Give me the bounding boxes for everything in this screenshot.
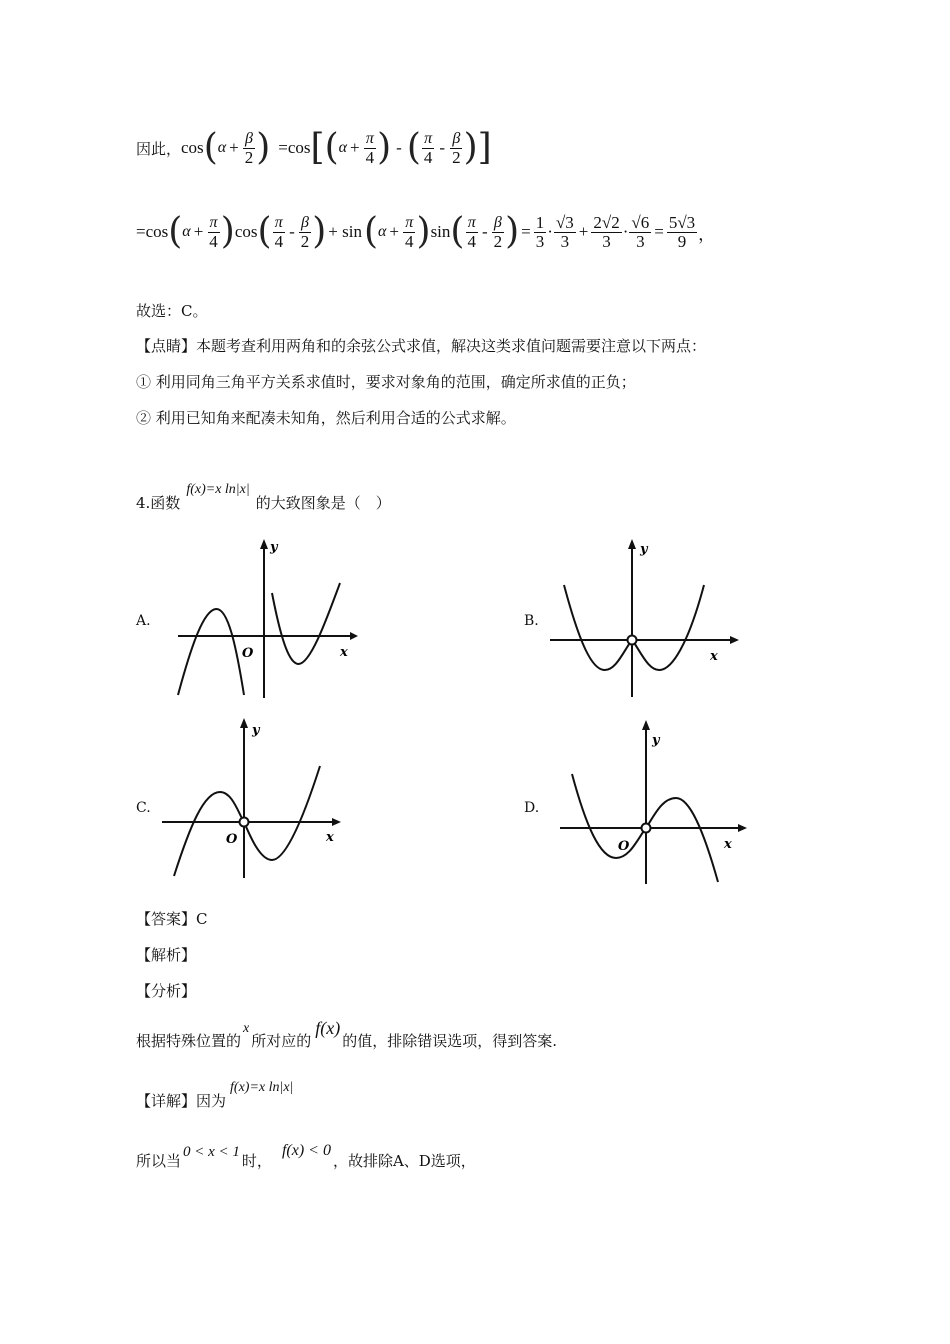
y-axis-label: y (252, 723, 260, 738)
option-d-label: D. (524, 800, 540, 816)
answer-line: 【答案】C (136, 910, 208, 928)
option-a-label: A. (136, 613, 151, 629)
formula-prefix: 因此， (136, 139, 182, 158)
fraction-pi-4: $\frac{\pi}{4}$ (365, 129, 375, 167)
cos-label: cos (181, 138, 204, 157)
detail-line: 【详解】因为 f(x)=x ln|x| (136, 1079, 294, 1110)
y-axis-label: y (652, 733, 660, 748)
option-c-label: C. (136, 800, 151, 816)
x-axis-label: x (710, 649, 718, 664)
graph-option-d[interactable] (558, 716, 758, 886)
exclusion-line: 所以当 0 < x < 1 时， f(x) < 0 ，故排除A、D选项， (136, 1141, 476, 1170)
basis-line: 根据特殊位置的 x 所对应的 f(x) 的值，排除错误选项，得到答案. (136, 1018, 558, 1050)
origin-label: O (242, 646, 254, 661)
origin-label: O (618, 839, 630, 854)
x-axis-label: x (724, 837, 732, 852)
choose-line: 故选：C。 (136, 302, 208, 320)
formula-line-2: =cos ( α + $\frac{\pi}{4}$ ) cos ( $\frac{\pi}{4}$ - $\frac{\beta}{2}$ ) + sin ( α + $\frac{\pi}{4}$ ) sin ( $\frac{\pi}{4}$ - $\frac{\beta}{2}$ ) = $\frac{1}{3}$ · $\frac{√3}{3}$ + $\frac{2√2}{3}$ · $\frac{√6}{3}$ = $\frac{5√3}{9}$ ， (136, 211, 716, 252)
graph-option-c[interactable] (158, 716, 358, 881)
y-axis-label: y (640, 542, 648, 557)
fraction-beta-2: $\frac{\beta}{2}$ (244, 129, 254, 167)
tip-item-2: ② 利用已知角来配凑未知角，然后利用合适的公式求解。 (136, 409, 516, 427)
graph-option-b[interactable] (546, 535, 746, 700)
formula-line-1: 因此， cos ( α + $\frac{\beta}{2}$ ) =cos [ ( α + $\frac{\pi}{4}$ ) - ( $\frac{\pi}{4}$ - $\frac{\beta}{2}$ ) ] (136, 127, 492, 168)
analysis-heading: 【解析】 (136, 946, 197, 964)
origin-label: O (226, 832, 238, 847)
fenxi-heading: 【分析】 (136, 982, 197, 1000)
question-4: 4.函数 f(x)=x ln|x| 的大致图象是（ ） (136, 481, 391, 512)
x-axis-label: x (340, 645, 348, 660)
option-b-label: B. (524, 613, 539, 629)
x-axis-label: x (326, 830, 334, 845)
tip-item-1: ① 利用同角三角平方关系求值时，要求对象角的范围，确定所求值的正负； (136, 373, 636, 391)
question-function: f(x)=x ln|x| (186, 481, 250, 497)
y-axis-label: y (270, 540, 278, 555)
tip-line: 【点睛】本题考查利用两角和的余弦公式求值，解决这类求值问题需要注意以下两点： (136, 337, 707, 355)
graph-option-a[interactable] (170, 535, 370, 700)
